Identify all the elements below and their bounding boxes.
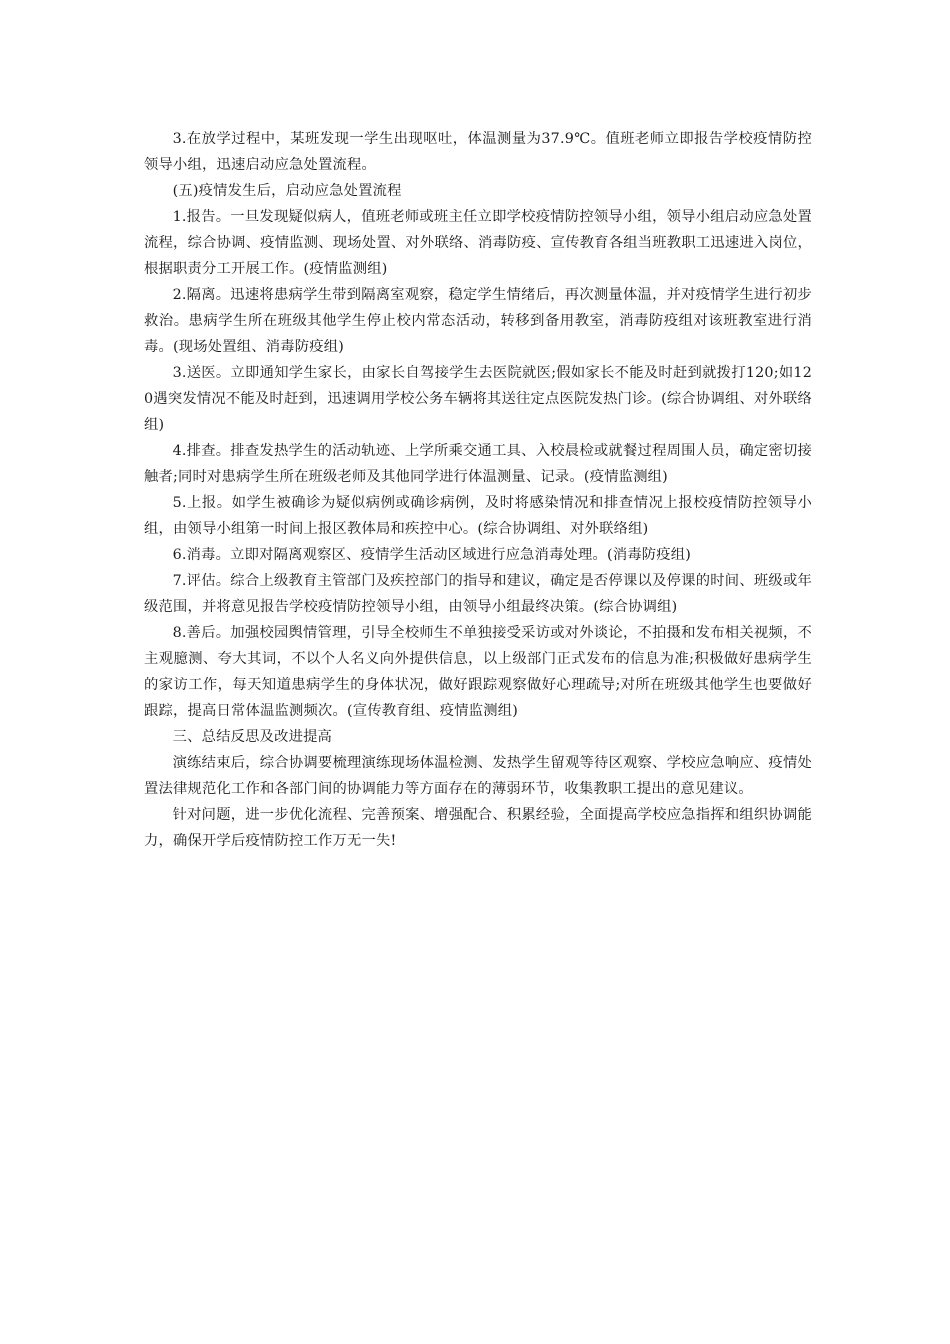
paragraph-report: 1.报告。一旦发现疑似病人，值班老师或班主任立即学校疫情防控领导小组，领导小组启动应急处置流程，综合协调、疫情监测、现场处置、对外联络、消毒防疫、宣传教育各组当班教职工迅速进入岗位，根据职责分工开展工作。(疫情监测组) — [144, 209, 812, 277]
section-heading-summary: 三、总结反思及改进提高 — [172, 729, 333, 745]
paragraph-aftercare: 8.善后。加强校园舆情管理，引导全校师生不单独接受采访或对外谈论，不拍摄和发布相关视频，不主观臆测、夸大其词，不以个人名义向外提供信息，以上级部门正式发布的信息为准;积极做好患病学生的家访工作，每天知道患病学生的身体状况，做好跟踪观察做好心理疏导;对所在班级其他学生也要做好跟踪，提高日常体温监测频次。(宣传教育组、疫情监测组) — [144, 625, 812, 719]
paragraph-assessment: 7.评估。综合上级教育主管部门及疾控部门的指导和建议，确定是否停课以及停课的时间、班级或年级范围，并将意见报告学校疫情防控领导小组，由领导小组最终决策。(综合协调组) — [144, 573, 812, 615]
paragraph-disinfection: 6.消毒。立即对隔离观察区、疫情学生活动区域进行应急消毒处理。(消毒防疫组) — [172, 547, 692, 563]
paragraph-isolation: 2.隔离。迅速将患病学生带到隔离室观察，稳定学生情绪后，再次测量体温，并对疫情学生进行初步救治。患病学生所在班级其他学生停止校内常态活动，转移到备用教室，消毒防疫组对该班教室进行消毒。(现场处置组、消毒防疫组) — [144, 287, 812, 355]
section-heading-emergency-process: (五)疫情发生后，启动应急处置流程 — [172, 183, 402, 199]
document-body — [144, 126, 812, 854]
paragraph-escalation: 5.上报。如学生被确诊为疑似病例或确诊病例，及时将感染情况和排查情况上报校疫情防控领导小组，由领导小组第一时间上报区教体局和疾控中心。(综合协调组、对外联络组) — [144, 495, 812, 537]
paragraph-summary-improvement: 针对问题，进一步优化流程、完善预案、增强配合、积累经验，全面提高学校应急指挥和组织协调能力，确保开学后疫情防控工作万无一失! — [144, 807, 812, 849]
paragraph-summary-review: 演练结束后，综合协调要梳理演练现场体温检测、发热学生留观等待区观察、学校应急响应、疫情处置法律规范化工作和各部门间的协调能力等方面存在的薄弱环节，收集教职工提出的意见建议。 — [144, 755, 812, 797]
paragraph-medical: 3.送医。立即通知学生家长，由家长自驾接学生去医院就医;假如家长不能及时赶到就拨打120;如120遇突发情况不能及时赶到，迅速调用学校公务车辆将其送往定点医院发热门诊。(综合协调组、对外联络组) — [144, 365, 812, 433]
paragraph-drill-scenario-3: 3.在放学过程中，某班发现一学生出现呕吐，体温测量为37.9℃。值班老师立即报告学校疫情防控领导小组，迅速启动应急处置流程。 — [144, 131, 812, 173]
paragraph-investigation: 4.排查。排查发热学生的活动轨迹、上学所乘交通工具、入校晨检或就餐过程周围人员，确定密切接触者;同时对患病学生所在班级老师及其他同学进行体温测量、记录。(疫情监测组) — [144, 443, 812, 485]
